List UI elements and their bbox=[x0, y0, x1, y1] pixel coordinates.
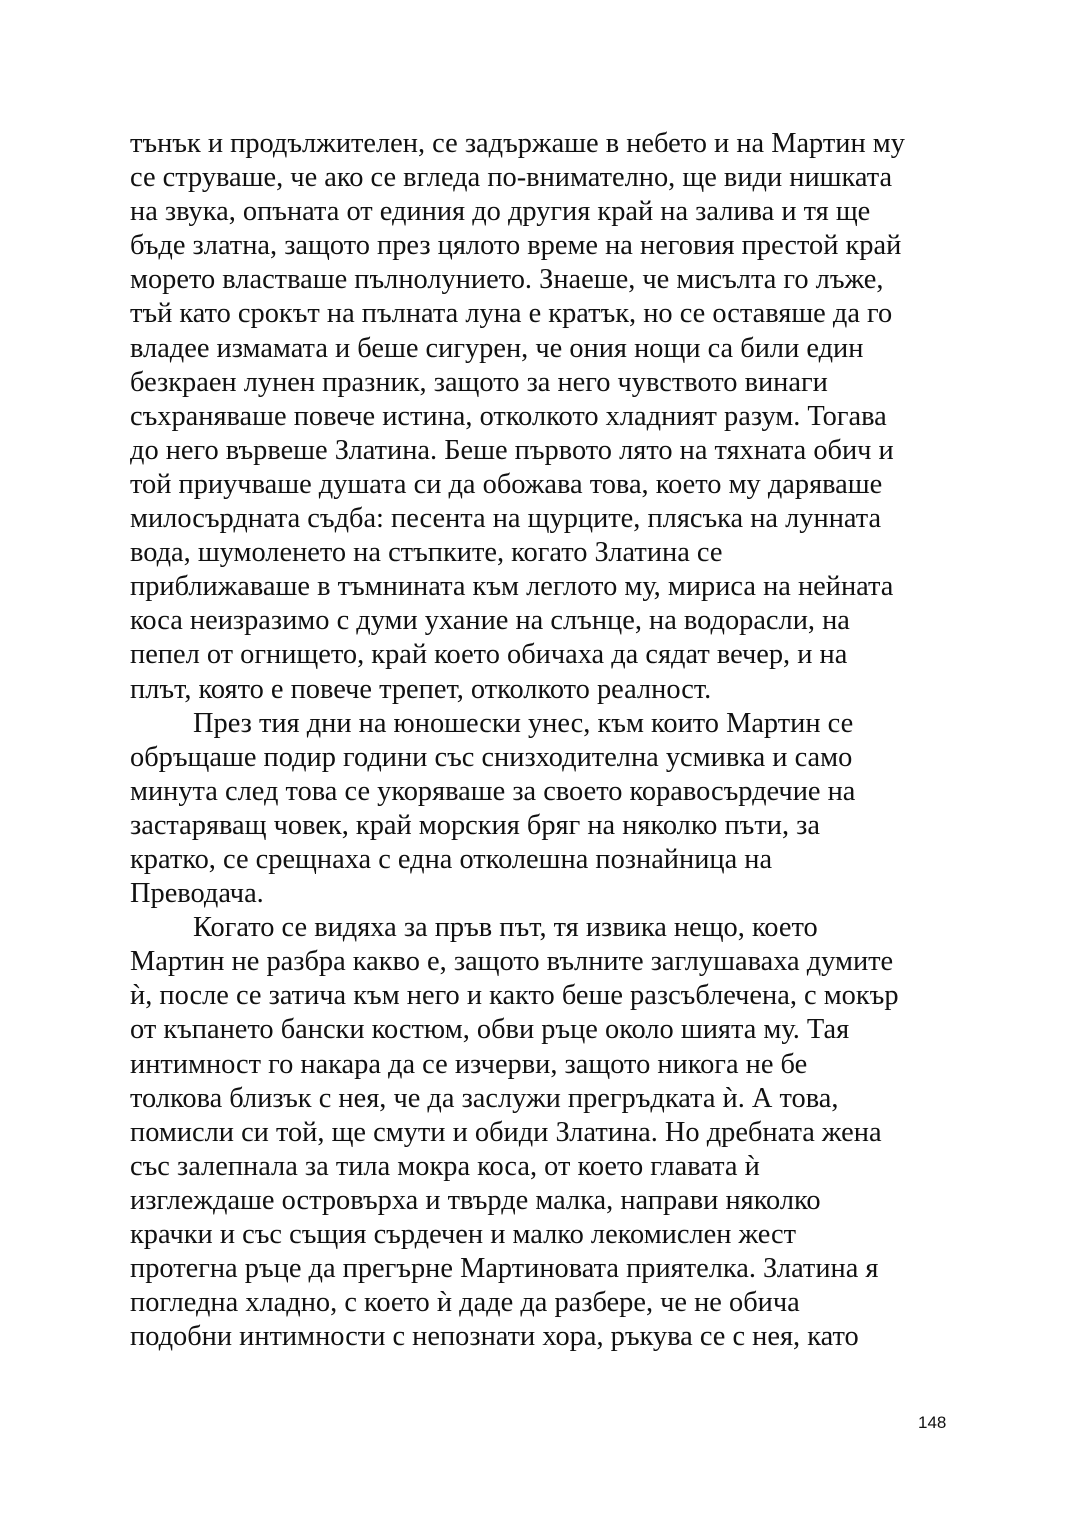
text-line: със залепнала за тила мокра коса, от което главата ѝ bbox=[130, 1150, 760, 1182]
text-line: погледна хладно, с което ѝ даде да разбере, че не обича bbox=[130, 1287, 800, 1319]
text-line: изглеждаше островърха и твърде малка, направи няколко bbox=[130, 1184, 821, 1216]
text-line: тънък и продължителен, се задържаше в небето и на Мартин му bbox=[130, 128, 905, 159]
text-line: морето властваше пълнолунието. Знаеше, че мисълта го лъже, bbox=[130, 264, 884, 296]
text-line: плът, която е повече трепет, отколкото реалност. bbox=[130, 673, 712, 705]
text-line: от къпането бански костюм, обви ръце около шията му. Тая bbox=[130, 1014, 850, 1046]
text-line: помисли си той, ще смути и обиди Златина. Но дребната жена bbox=[130, 1116, 882, 1148]
text-line: минута след това се укоряваше за своето коравосърдечие на bbox=[130, 775, 856, 807]
text-line: подобни интимности с непознати хора, ръкува се с нея, като bbox=[130, 1321, 859, 1353]
text-line: бъде златна, защото през цялото време на неговия престой край bbox=[130, 230, 902, 262]
text-line: милосърдната съдба: песента на щурците, плясъка на лунната bbox=[130, 503, 882, 535]
text-line: вода, шумоленето на стъпките, когато Златина се bbox=[130, 537, 723, 569]
text-line: тъй като срокът на пълната луна е кратък, но се оставяше да го bbox=[130, 298, 893, 330]
paragraph-start-line: Когато се видяха за пръв път, тя извика нещо, което bbox=[193, 912, 818, 944]
text-line: ѝ, после се затича към него и както беше разсъблечена, с мокър bbox=[130, 980, 899, 1012]
text-line: на звука, опъната от единия до другия край на залива и тя ще bbox=[130, 196, 871, 228]
text-line: Преводача. bbox=[130, 878, 264, 910]
text-line: толкова близък с нея, че да заслужи прегръдката ѝ. А това, bbox=[130, 1082, 839, 1114]
text-line: съхраняваше повече истина, отколкото хладният разум. Тогава bbox=[130, 400, 887, 432]
text-line: се струваше, че ако се вгледа по-внимателно, ще види нишката bbox=[130, 162, 893, 194]
text-line: кратко, се срещнаха с една отколешна познайница на bbox=[130, 843, 773, 875]
text-line: интимност го накара да се изчерви, защото никога не бе bbox=[130, 1048, 808, 1080]
text-line: коса неизразимо с думи ухание на слънце, на водорасли, на bbox=[130, 605, 850, 637]
text-line: до него вървеше Златина. Беше първото лято на тяхната обич и bbox=[130, 434, 894, 466]
text-line: пепел от огнището, край което обичаха да сядат вечер, и на bbox=[130, 639, 848, 671]
text-line: застаряващ човек, край морския бряг на няколко пъти, за bbox=[130, 809, 820, 841]
body-text bbox=[130, 127, 970, 1354]
page-number: 148 bbox=[918, 1413, 947, 1432]
text-line: крачки и със същия сърдечен и малко лекомислен жест bbox=[130, 1219, 797, 1250]
text-line: протегна ръце да прегърне Мартиновата приятелка. Златина я bbox=[130, 1253, 879, 1285]
text-line: обръщаше подир години със снизходителна усмивка и само bbox=[130, 741, 853, 773]
text-line: той приучваше душата си да обожава това, което му даряваше bbox=[130, 468, 883, 500]
text-line: приближаваше в тъмнината към леглото му, мириса на нейната bbox=[130, 571, 894, 603]
text-line: Мартин не разбра какво е, защото вълните заглушаваха думите bbox=[130, 946, 894, 978]
paragraph-start-line: През тия дни на юношески унес, към които Мартин се bbox=[193, 707, 854, 739]
text-line: безкраен лунен празник, защото за него чувството винаги bbox=[130, 366, 828, 398]
text-line: владее измамата и беше сигурен, че ония нощи са били един bbox=[130, 332, 864, 364]
